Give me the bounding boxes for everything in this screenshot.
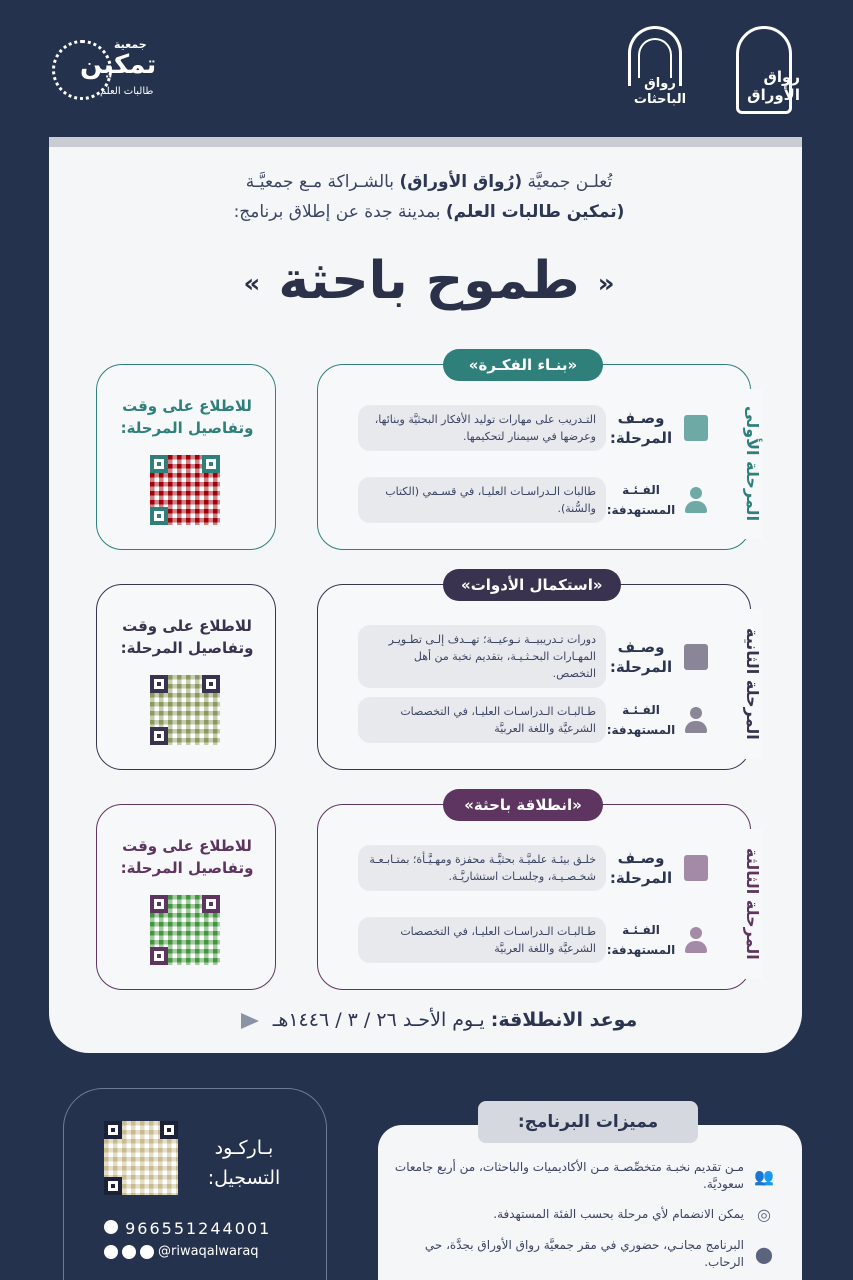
qr-caption: للاطلاع على وقت وتفاصيل المرحلة: [120, 837, 254, 877]
target-icon: ◎ [757, 1205, 771, 1224]
announcement-card [49, 137, 802, 1053]
feature-text: يمكن الانضمام لأي مرحلة بحسب الفئة المستهدفة. [493, 1206, 744, 1221]
qr-finder [104, 1121, 122, 1139]
group-icon: 👥 [754, 1167, 774, 1186]
features-box [378, 1112, 802, 1280]
qr-finder [202, 895, 220, 913]
person-body [685, 501, 707, 513]
qr-finder [150, 947, 168, 965]
intro-line1-pre: تُعلـن جمعيَّة [522, 172, 613, 192]
qr-finder [150, 727, 168, 745]
feature-item [394, 1237, 774, 1271]
desc-label: وصـف المرحلة: [609, 637, 673, 676]
stage-box [317, 796, 762, 990]
instagram-icon [140, 1245, 154, 1259]
riwaq-bahithat-text: رواق الباحثات [633, 76, 687, 107]
stage-qr-box [96, 584, 276, 770]
tamkeen-logo [52, 36, 172, 106]
book-icon [684, 644, 708, 670]
person-body [685, 941, 707, 953]
quote-close: » [243, 269, 261, 299]
send-icon [241, 1013, 259, 1029]
target-label: الفـئـة المستهدفة: [606, 483, 676, 517]
person-head [690, 487, 702, 499]
stage-box [317, 576, 762, 770]
qr-caption: للاطلاع على وقت وتفاصيل المرحلة: [120, 397, 254, 437]
social-handles[interactable] [104, 1244, 259, 1259]
features-title: مميزات البرنامج: [478, 1101, 698, 1143]
stage-pill: «انطلاقة باحثة» [443, 789, 603, 821]
launch-date [229, 1009, 649, 1031]
intro-text [149, 167, 709, 227]
phone-text: 966551244001 [125, 1219, 272, 1238]
stage-pill: «بنـاء الفكـرة» [443, 349, 603, 381]
target-text: طالبات الـدراسـات العليـا، في قسـمي (الكتاب والسُّنة). [358, 477, 606, 523]
stage-target-row [358, 917, 708, 963]
stage-qr-code[interactable] [150, 895, 220, 965]
qr-finder [150, 507, 168, 525]
target-text: طـالبـات الـدراسـات العليـا، في التخصصات الشرعيَّة واللغة العربيَّة [358, 917, 606, 963]
target-text: طـالبـات الـدراسـات العليـا، في التخصصات الشرعيَّة واللغة العربيَّة [358, 697, 606, 743]
desc-label: وصـف المرحلة: [609, 849, 673, 887]
tamkeen-logo-name: تمكين [80, 50, 157, 80]
qr-finder [160, 1121, 178, 1139]
qr-caption: للاطلاع على وقت وتفاصيل المرحلة: [120, 617, 254, 657]
feature-text: البرنامج مجانـي، حضوري في مقر جمعيَّة رواق الأوراق بجدَّة، حي الرحاب. [424, 1238, 744, 1269]
stage-box [317, 356, 762, 550]
feature-text: مـن تقديم نخبـة متخصِّصـة مـن الأكاديميات والباحثات، من أربع جامعات سعوديَّة. [394, 1160, 744, 1191]
qr-finder [150, 455, 168, 473]
stage-vertical-label: المرحلة الثانية [740, 609, 762, 759]
person-icon [684, 707, 708, 733]
location-icon: ⬤ [755, 1245, 773, 1264]
launch-value: يـوم الأحـد ٢٦ / ٣ / ١٤٤٦هـ [272, 1009, 485, 1031]
program-title [209, 251, 649, 311]
arch-inner [638, 38, 672, 78]
desc-text: خلـق بيئـة علميَّـة بحثيَّـة محفزة ومهـيَّـأة؛ بمتـابـعـة شخـصـيـة، وجلسـات استشاريَّـة. [358, 845, 606, 891]
stage-qr-box [96, 804, 276, 990]
intro-line-2 [149, 197, 709, 227]
feature-item [394, 1205, 774, 1223]
target-label: الفـئـة المستهدفة: [606, 923, 676, 957]
book-icon [684, 415, 708, 441]
stage-qr-box [96, 364, 276, 550]
launch-label: موعد الانطلاقة: [490, 1009, 638, 1031]
qr-finder [202, 455, 220, 473]
stage-qr-code[interactable] [150, 455, 220, 525]
stage-vertical-label: المرحلة الثالثة [740, 829, 762, 979]
intro-line-1 [149, 167, 709, 197]
person-body [685, 721, 707, 733]
intro-line2-bold: (تمكين طالبات العلم) [445, 202, 625, 222]
tamkeen-logo-top: جمعية [114, 38, 147, 51]
qr-finder [104, 1177, 122, 1195]
person-icon [684, 927, 708, 953]
qr-finder [150, 895, 168, 913]
riwaq-awraq-logo [728, 26, 800, 118]
x-icon [122, 1245, 136, 1259]
registration-label: بـاركـود التسجيل: [207, 1137, 281, 1189]
desc-text: دورات تـدريبيــة نـوعيــة؛ تهــدف إلـى تطـويـر المهـارات البحـثـيـة، بتقديم نخبة من أهل التخصص. [358, 625, 606, 688]
stage-pill: «استكمال الأدوات» [443, 569, 621, 601]
whatsapp-icon [104, 1220, 118, 1234]
registration-qr[interactable] [104, 1121, 178, 1195]
quote-open: « [597, 269, 615, 299]
intro-line2-post: بمدينة جدة عن إطلاق برنامج: [233, 202, 446, 222]
feature-item [394, 1159, 774, 1193]
desc-label: وصـف المرحلة: [609, 409, 673, 447]
intro-line1-bold: (رُواق الأوراق) [399, 172, 523, 192]
riwaq-awraq-text: رواق الأوراق [747, 68, 800, 104]
stage-vertical-label: المرحلة الأولى [740, 389, 762, 539]
person-head [690, 927, 702, 939]
person-icon [684, 487, 708, 513]
riwaq-bahithat-logo [622, 26, 690, 114]
stage-qr-code[interactable] [150, 675, 220, 745]
tamkeen-logo-sub: طالبات العلم [100, 86, 154, 97]
program-title-text: طموح باحثة [278, 251, 580, 311]
registration-box [63, 1088, 327, 1280]
person-head [690, 707, 702, 719]
social-handle-text: @riwaqalwaraq [158, 1244, 259, 1259]
stage-desc-row [358, 405, 708, 451]
snapchat-icon [104, 1245, 118, 1259]
stage-target-row [358, 477, 708, 523]
book-icon [684, 855, 708, 881]
stage-desc-row [358, 625, 708, 688]
desc-text: التـدريب على مهارات توليد الأفكار البحثيَّة وبنائها، وعرضها في سيمنار لتحكيمها. [358, 405, 606, 451]
stage-desc-row [358, 845, 708, 891]
qr-finder [202, 675, 220, 693]
intro-line1-post: بالشـراكة مـع جمعيَّـة [245, 172, 400, 192]
qr-finder [150, 675, 168, 693]
phone-number[interactable] [104, 1219, 271, 1238]
target-label: الفـئـة المستهدفة: [606, 703, 676, 737]
stage-target-row [358, 697, 708, 743]
